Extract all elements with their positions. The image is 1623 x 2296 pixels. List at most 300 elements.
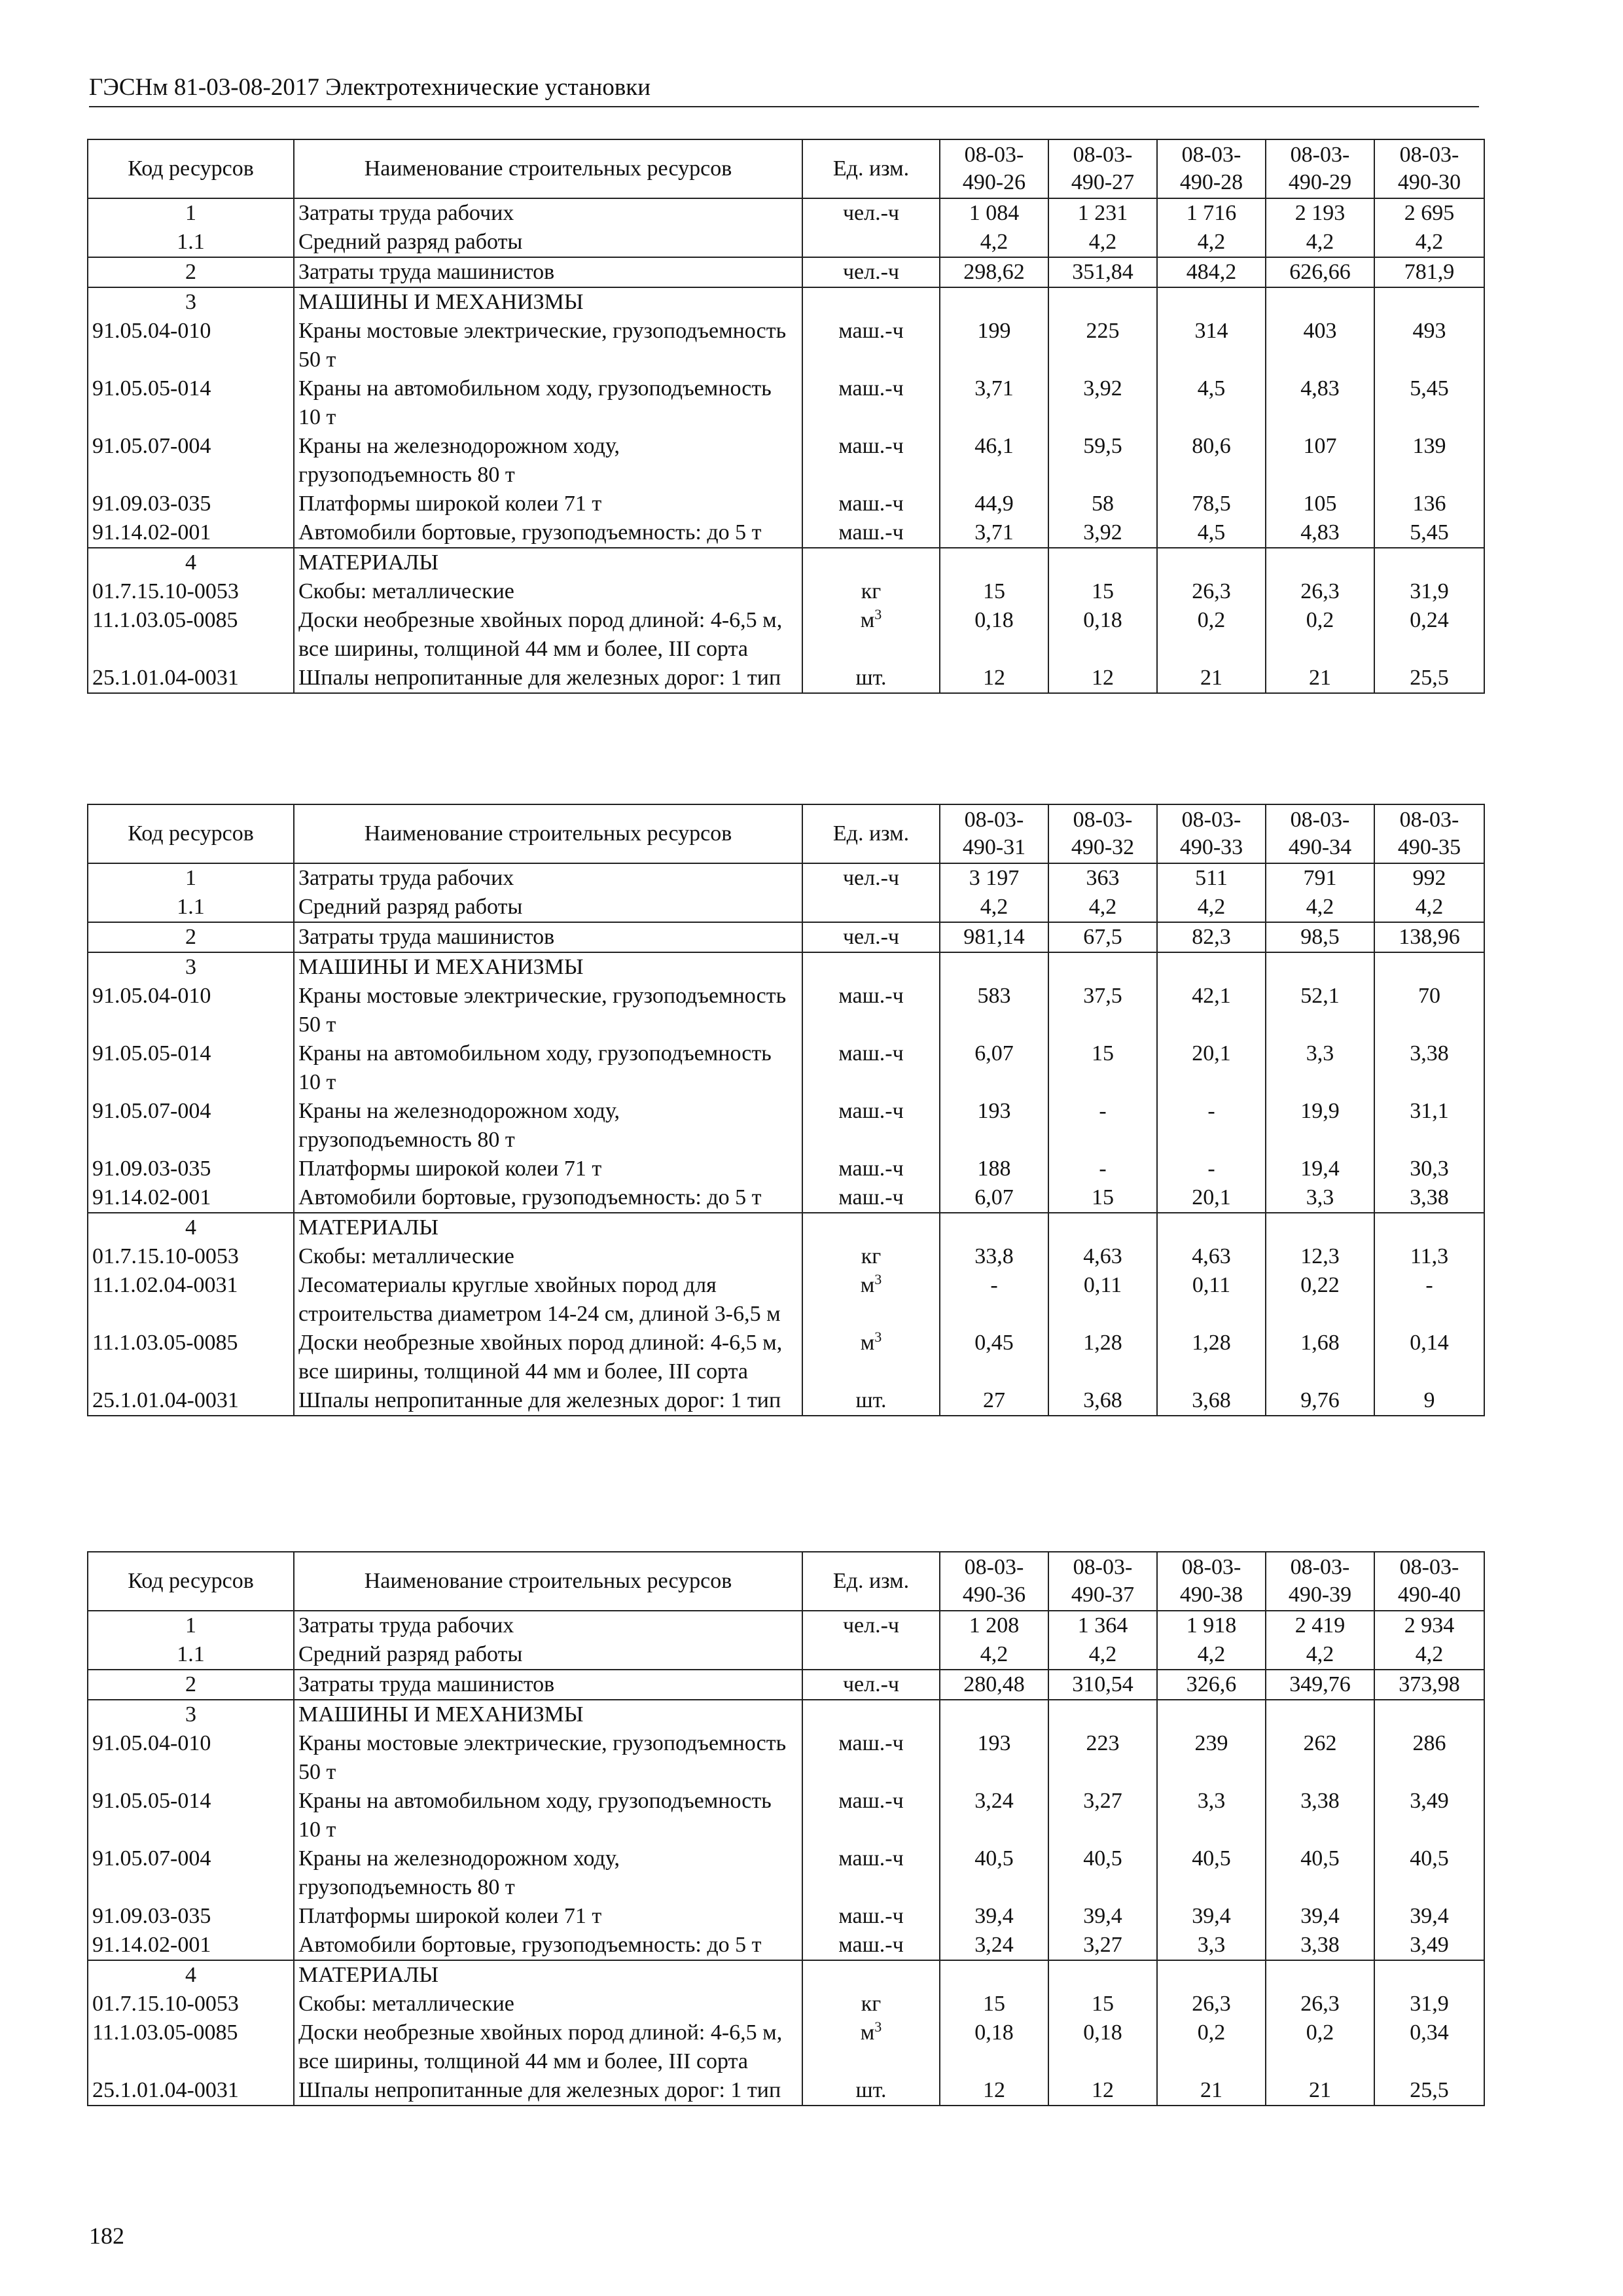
resource-unit: [802, 257, 940, 287]
page-number: 182: [89, 2223, 124, 2249]
resource-unit: [802, 432, 940, 490]
column-header-norm-id: [1374, 804, 1484, 863]
resource-value: [1374, 1213, 1484, 1242]
norm-id-line: 490-37: [1071, 1583, 1135, 1607]
resource-value: 349,76: [1266, 1670, 1374, 1700]
resource-value: 3 197: [940, 863, 1048, 893]
resource-unit: [802, 1844, 940, 1902]
resource-unit: [802, 1611, 940, 1640]
resource-value: [1048, 287, 1157, 317]
column-header-norm-id: [1048, 804, 1157, 863]
column-header-norm-id: [940, 804, 1048, 863]
resource-value: 19,9: [1266, 1097, 1374, 1155]
resource-unit: [802, 490, 940, 518]
norm-id-line: 490-33: [1179, 835, 1243, 859]
resource-value: 39,4: [940, 1902, 1048, 1931]
resource-value: 3,49: [1374, 1931, 1484, 1960]
resource-value: -: [1048, 1155, 1157, 1183]
resource-value: 3,49: [1374, 1787, 1484, 1844]
resource-code: 91.05.07-004: [88, 1097, 294, 1155]
resource-unit: [802, 1271, 940, 1329]
table-row: [88, 577, 1484, 606]
resource-value: 225: [1048, 317, 1157, 374]
table-row: [88, 1039, 1484, 1097]
page-header: [89, 73, 1479, 107]
resource-value: 3,38: [1266, 1931, 1374, 1960]
resource-value: 37,5: [1048, 982, 1157, 1039]
resource-value: [1157, 548, 1266, 577]
resource-value: 67,5: [1048, 922, 1157, 952]
resource-name: Краны мостовые электрические, грузоподъемность 50 т: [294, 982, 802, 1039]
resource-value: [1048, 548, 1157, 577]
resource-value: 136: [1374, 490, 1484, 518]
resource-name: Автомобили бортовые, грузоподъемность: до 5 т: [294, 518, 802, 548]
resource-value: 46,1: [940, 432, 1048, 490]
unit-text: маш.-ч: [838, 434, 904, 458]
resource-unit: [802, 893, 940, 922]
resource-name: МАТЕРИАЛЫ: [294, 548, 802, 577]
resource-name: Шпалы непропитанные для железных дорог: 1 тип: [294, 2076, 802, 2106]
resource-name: МАШИНЫ И МЕХАНИЗМЫ: [294, 1700, 802, 1729]
resource-value: 4,2: [1374, 1640, 1484, 1670]
resource-value: 52,1: [1266, 982, 1374, 1039]
resource-value: 0,2: [1266, 606, 1374, 664]
resource-unit: [802, 2076, 940, 2106]
resource-name: Затраты труда машинистов: [294, 922, 802, 952]
resource-value: 26,3: [1266, 577, 1374, 606]
resource-code: 91.05.05-014: [88, 374, 294, 432]
resource-value: 25,5: [1374, 664, 1484, 693]
resource-value: -: [1048, 1097, 1157, 1155]
resource-value: 12: [940, 2076, 1048, 2106]
resource-value: 139: [1374, 432, 1484, 490]
unit-text: маш.-ч: [838, 376, 904, 401]
resource-value: [940, 1960, 1048, 1990]
unit-text: маш.-ч: [838, 1789, 904, 1813]
resource-value: 3,24: [940, 1931, 1048, 1960]
resource-value: 40,5: [1157, 1844, 1266, 1902]
unit-text: шт.: [855, 666, 887, 690]
resource-value: 15: [940, 1990, 1048, 2018]
unit-text: маш.-ч: [838, 492, 904, 516]
resource-value: [1048, 1700, 1157, 1729]
resource-value: 4,2: [940, 1640, 1048, 1670]
resource-unit: [802, 198, 940, 228]
resource-value: [1374, 548, 1484, 577]
resource-code: 11.1.02.04-0031: [88, 1271, 294, 1329]
norm-id-line: 490-38: [1179, 1583, 1243, 1607]
resource-name: Шпалы непропитанные для железных дорог: 1 тип: [294, 1386, 802, 1416]
resource-value: [1048, 952, 1157, 982]
resource-code: 91.14.02-001: [88, 518, 294, 548]
table-row: [88, 1242, 1484, 1271]
table-row: [88, 1990, 1484, 2018]
resource-value: 2 934: [1374, 1611, 1484, 1640]
column-header-norm-id: [1266, 139, 1374, 198]
unit-text: м: [860, 608, 875, 632]
resource-value: 0,2: [1157, 2018, 1266, 2076]
resource-value: 12: [940, 664, 1048, 693]
table-row: [88, 1183, 1484, 1213]
resource-unit: [802, 1670, 940, 1700]
column-header-norm-id: [1048, 1552, 1157, 1611]
column-header-unit: Ед. изм.: [802, 139, 940, 198]
resource-value: [940, 1213, 1048, 1242]
resource-value: 781,9: [1374, 257, 1484, 287]
resource-value: [1157, 1213, 1266, 1242]
resource-value: 0,34: [1374, 2018, 1484, 2076]
resource-value: 188: [940, 1155, 1048, 1183]
norm-id-line: 490-35: [1397, 835, 1461, 859]
resource-code: 01.7.15.10-0053: [88, 1242, 294, 1271]
resource-value: 4,2: [1157, 1640, 1266, 1670]
unit-text: маш.-ч: [838, 319, 904, 343]
resource-name: МАТЕРИАЛЫ: [294, 1960, 802, 1990]
column-header-norm-id: [1266, 1552, 1374, 1611]
resource-value: 3,38: [1374, 1183, 1484, 1213]
resource-code: 3: [88, 1700, 294, 1729]
table-row: [88, 1700, 1484, 1729]
resource-value: [940, 287, 1048, 317]
norm-id-line: 490-39: [1288, 1583, 1352, 1607]
unit-text: маш.-ч: [838, 1041, 904, 1066]
table-row: [88, 198, 1484, 228]
resource-value: 20,1: [1157, 1183, 1266, 1213]
resource-unit: [802, 1729, 940, 1787]
resource-value: 403: [1266, 317, 1374, 374]
resource-name: Автомобили бортовые, грузоподъемность: до 5 т: [294, 1931, 802, 1960]
resource-name: Средний разряд работы: [294, 228, 802, 257]
resource-value: 3,68: [1048, 1386, 1157, 1416]
resource-code: 3: [88, 287, 294, 317]
resource-unit: [802, 1155, 940, 1183]
unit-text: маш.-ч: [838, 520, 904, 545]
resource-name: Краны мостовые электрические, грузоподъемность 50 т: [294, 1729, 802, 1787]
unit-text: кг: [861, 579, 882, 603]
resource-value: 286: [1374, 1729, 1484, 1787]
resource-code: 91.09.03-035: [88, 490, 294, 518]
resource-value: 0,18: [1048, 2018, 1157, 2076]
resource-value: 12,3: [1266, 1242, 1374, 1271]
table-row: [88, 1729, 1484, 1787]
norm-id-line: 490-34: [1288, 835, 1352, 859]
unit-superscript: 3: [874, 2018, 882, 2035]
table-row: [88, 1155, 1484, 1183]
norm-id-line: 08-03-: [1399, 1555, 1459, 1579]
resource-value: 138,96: [1374, 922, 1484, 952]
norm-id-line: 490-32: [1071, 835, 1135, 859]
resource-value: 40,5: [1374, 1844, 1484, 1902]
resource-table-2: [87, 804, 1485, 1416]
column-header-norm-id: [1266, 804, 1374, 863]
resource-value: 1 208: [940, 1611, 1048, 1640]
resource-value: 39,4: [1048, 1902, 1157, 1931]
resource-code: 91.05.07-004: [88, 1844, 294, 1902]
resource-value: 19,4: [1266, 1155, 1374, 1183]
resource-value: 21: [1266, 2076, 1374, 2106]
table-row: [88, 374, 1484, 432]
resource-value: 4,2: [1374, 893, 1484, 922]
resource-value: 1 231: [1048, 198, 1157, 228]
resource-name: Затраты труда машинистов: [294, 257, 802, 287]
norm-id-line: 490-27: [1071, 170, 1135, 194]
resource-value: [1157, 1700, 1266, 1729]
resource-code: 4: [88, 1960, 294, 1990]
column-header-norm-id: [1157, 804, 1266, 863]
resource-value: 4,2: [1048, 228, 1157, 257]
resource-value: 280,48: [940, 1670, 1048, 1700]
resource-code: 1: [88, 198, 294, 228]
resource-value: 310,54: [1048, 1670, 1157, 1700]
resource-code: 11.1.03.05-0085: [88, 606, 294, 664]
resource-value: 70: [1374, 982, 1484, 1039]
resource-value: 25,5: [1374, 2076, 1484, 2106]
resource-value: 39,4: [1157, 1902, 1266, 1931]
resource-table-3: [87, 1551, 1485, 2106]
resource-code: 2: [88, 1670, 294, 1700]
column-header-norm-id: [1157, 139, 1266, 198]
unit-text: маш.-ч: [838, 1846, 904, 1871]
table-row: [88, 982, 1484, 1039]
table-row: [88, 1670, 1484, 1700]
table-row: [88, 952, 1484, 982]
resource-value: [940, 952, 1048, 982]
resource-code: 91.09.03-035: [88, 1155, 294, 1183]
resource-name: МАШИНЫ И МЕХАНИЗМЫ: [294, 287, 802, 317]
resource-value: 193: [940, 1097, 1048, 1155]
unit-text: чел.-ч: [842, 201, 900, 225]
resource-value: 12: [1048, 2076, 1157, 2106]
resource-name: Затраты труда рабочих: [294, 198, 802, 228]
resource-value: 511: [1157, 863, 1266, 893]
resource-value: [1374, 1960, 1484, 1990]
norm-id-line: 08-03-: [1073, 808, 1133, 832]
norm-id-line: 490-26: [962, 170, 1026, 194]
resource-name: Затраты труда рабочих: [294, 863, 802, 893]
resource-code: 2: [88, 257, 294, 287]
resource-value: 33,8: [940, 1242, 1048, 1271]
resource-table-1: [87, 139, 1485, 694]
resource-value: 0,2: [1266, 2018, 1374, 2076]
resource-value: 791: [1266, 863, 1374, 893]
unit-text: чел.-ч: [842, 260, 900, 284]
resource-value: 298,62: [940, 257, 1048, 287]
table-row: [88, 257, 1484, 287]
resource-value: 484,2: [1157, 257, 1266, 287]
column-header-name: Наименование строительных ресурсов: [294, 1552, 802, 1611]
resource-value: 4,83: [1266, 518, 1374, 548]
resource-value: 21: [1157, 664, 1266, 693]
resource-name: Доски необрезные хвойных пород длиной: 4-6,5 м, все ширины, толщиной 44 мм и более, III сорта: [294, 1329, 802, 1386]
resource-code: 1.1: [88, 228, 294, 257]
resource-value: 4,2: [1266, 1640, 1374, 1670]
resource-name: Краны на автомобильном ходу, грузоподъемность 10 т: [294, 1787, 802, 1844]
unit-text: чел.-ч: [842, 1613, 900, 1638]
resource-code: 91.05.04-010: [88, 1729, 294, 1787]
resource-value: 1,28: [1048, 1329, 1157, 1386]
resource-value: 0,14: [1374, 1329, 1484, 1386]
column-header-norm-id: [1157, 1552, 1266, 1611]
resource-value: 30,3: [1374, 1155, 1484, 1183]
resource-value: 15: [940, 577, 1048, 606]
unit-text: маш.-ч: [838, 1099, 904, 1123]
unit-text: кг: [861, 1244, 882, 1268]
resource-value: 15: [1048, 1183, 1157, 1213]
resource-name: МАТЕРИАЛЫ: [294, 1213, 802, 1242]
resource-name: МАШИНЫ И МЕХАНИЗМЫ: [294, 952, 802, 982]
resource-value: 981,14: [940, 922, 1048, 952]
resource-value: 3,3: [1266, 1183, 1374, 1213]
resource-value: [1048, 1960, 1157, 1990]
resource-value: 3,68: [1157, 1386, 1266, 1416]
resource-value: 15: [1048, 1990, 1157, 2018]
resource-value: 0,22: [1266, 1271, 1374, 1329]
table-row: [88, 1213, 1484, 1242]
resource-unit: [802, 664, 940, 693]
resource-value: 5,45: [1374, 518, 1484, 548]
resource-value: 4,2: [1157, 893, 1266, 922]
resource-name: Средний разряд работы: [294, 893, 802, 922]
resource-value: [1374, 287, 1484, 317]
resource-value: 2 419: [1266, 1611, 1374, 1640]
resource-value: -: [1374, 1271, 1484, 1329]
table-row: [88, 548, 1484, 577]
resource-code: 91.05.05-014: [88, 1039, 294, 1097]
resource-value: 15: [1048, 1039, 1157, 1097]
table-row: [88, 1611, 1484, 1640]
resource-value: 31,9: [1374, 1990, 1484, 2018]
norm-id-line: 490-31: [962, 835, 1026, 859]
resource-value: 26,3: [1157, 1990, 1266, 2018]
resource-value: 0,24: [1374, 606, 1484, 664]
table-row: [88, 863, 1484, 893]
norm-id-line: 08-03-: [964, 1555, 1024, 1579]
table-row: [88, 1844, 1484, 1902]
column-header-unit: Ед. изм.: [802, 804, 940, 863]
unit-text: маш.-ч: [838, 984, 904, 1008]
column-header-name: Наименование строительных ресурсов: [294, 139, 802, 198]
resource-unit: [802, 228, 940, 257]
resource-code: 1: [88, 863, 294, 893]
resource-value: -: [940, 1271, 1048, 1329]
resource-value: 3,27: [1048, 1931, 1157, 1960]
resource-name: Доски необрезные хвойных пород длиной: 4-6,5 м, все ширины, толщиной 44 мм и более, III сорта: [294, 2018, 802, 2076]
resource-unit: [802, 1902, 940, 1931]
resource-code: 11.1.03.05-0085: [88, 1329, 294, 1386]
resource-value: 58: [1048, 490, 1157, 518]
resource-code: 01.7.15.10-0053: [88, 1990, 294, 2018]
resource-code: 91.14.02-001: [88, 1931, 294, 1960]
table-row: [88, 317, 1484, 374]
resource-unit: [802, 863, 940, 893]
resource-value: 3,71: [940, 374, 1048, 432]
table-row: [88, 2018, 1484, 2076]
column-header-norm-id: [1048, 139, 1157, 198]
resource-value: 21: [1266, 664, 1374, 693]
column-header-name: Наименование строительных ресурсов: [294, 804, 802, 863]
resource-value: [1266, 287, 1374, 317]
resource-code: 25.1.01.04-0031: [88, 1386, 294, 1416]
resource-value: 9: [1374, 1386, 1484, 1416]
resource-value: 6,07: [940, 1039, 1048, 1097]
unit-superscript: 3: [874, 1271, 882, 1287]
resource-value: [1374, 952, 1484, 982]
resource-unit: [802, 317, 940, 374]
resource-value: 3,24: [940, 1787, 1048, 1844]
resource-unit: [802, 1931, 940, 1960]
resource-value: 40,5: [940, 1844, 1048, 1902]
table-row: [88, 490, 1484, 518]
resource-value: 39,4: [1266, 1902, 1374, 1931]
resource-value: 3,38: [1374, 1039, 1484, 1097]
resource-unit: [802, 1640, 940, 1670]
resource-value: 0,2: [1157, 606, 1266, 664]
resource-value: 4,2: [940, 228, 1048, 257]
table-row: [88, 1640, 1484, 1670]
resource-value: [1266, 1213, 1374, 1242]
table-row: [88, 287, 1484, 317]
norm-id-line: 08-03-: [1181, 808, 1241, 832]
resource-name: Краны на железнодорожном ходу, грузоподъемность 80 т: [294, 1844, 802, 1902]
resource-code: 1: [88, 1611, 294, 1640]
resource-unit: [802, 287, 940, 317]
resource-value: 351,84: [1048, 257, 1157, 287]
resource-unit: [802, 1787, 940, 1844]
table-row: [88, 228, 1484, 257]
resource-value: [1266, 952, 1374, 982]
unit-text: м: [860, 2020, 875, 2045]
resource-value: 223: [1048, 1729, 1157, 1787]
table-row: [88, 1271, 1484, 1329]
norm-id-line: 08-03-: [964, 143, 1024, 167]
resource-value: 1,28: [1157, 1329, 1266, 1386]
resource-value: 199: [940, 317, 1048, 374]
resource-value: 326,6: [1157, 1670, 1266, 1700]
column-header-norm-id: [1374, 1552, 1484, 1611]
resource-value: 3,3: [1157, 1931, 1266, 1960]
resource-unit: [802, 1990, 940, 2018]
resource-value: 11,3: [1374, 1242, 1484, 1271]
resource-value: [940, 1700, 1048, 1729]
resource-value: 1 716: [1157, 198, 1266, 228]
resource-value: 59,5: [1048, 432, 1157, 490]
unit-text: чел.-ч: [842, 925, 900, 949]
unit-text: чел.-ч: [842, 1672, 900, 1696]
resource-value: 105: [1266, 490, 1374, 518]
resource-name: Платформы широкой колеи 71 т: [294, 1155, 802, 1183]
resource-code: 91.14.02-001: [88, 1183, 294, 1213]
resource-value: 3,92: [1048, 518, 1157, 548]
resource-value: 493: [1374, 317, 1484, 374]
resource-name: Платформы широкой колеи 71 т: [294, 1902, 802, 1931]
resource-value: 4,2: [1048, 893, 1157, 922]
resource-value: 15: [1048, 577, 1157, 606]
resource-value: 4,2: [1048, 1640, 1157, 1670]
resource-name: Автомобили бортовые, грузоподъемность: до 5 т: [294, 1183, 802, 1213]
resource-name: Краны мостовые электрические, грузоподъемность 50 т: [294, 317, 802, 374]
resource-name: Скобы: металлические: [294, 577, 802, 606]
resource-unit: [802, 1213, 940, 1242]
resource-value: 3,3: [1157, 1787, 1266, 1844]
resource-code: 4: [88, 1213, 294, 1242]
resource-name: Доски необрезные хвойных пород длиной: 4-6,5 м, все ширины, толщиной 44 мм и более, III сорта: [294, 606, 802, 664]
resource-name: Краны на автомобильном ходу, грузоподъемность 10 т: [294, 374, 802, 432]
resource-value: 0,18: [940, 2018, 1048, 2076]
resource-unit: [802, 577, 940, 606]
resource-value: 0,11: [1157, 1271, 1266, 1329]
resource-unit: [802, 374, 940, 432]
table-row: [88, 922, 1484, 952]
